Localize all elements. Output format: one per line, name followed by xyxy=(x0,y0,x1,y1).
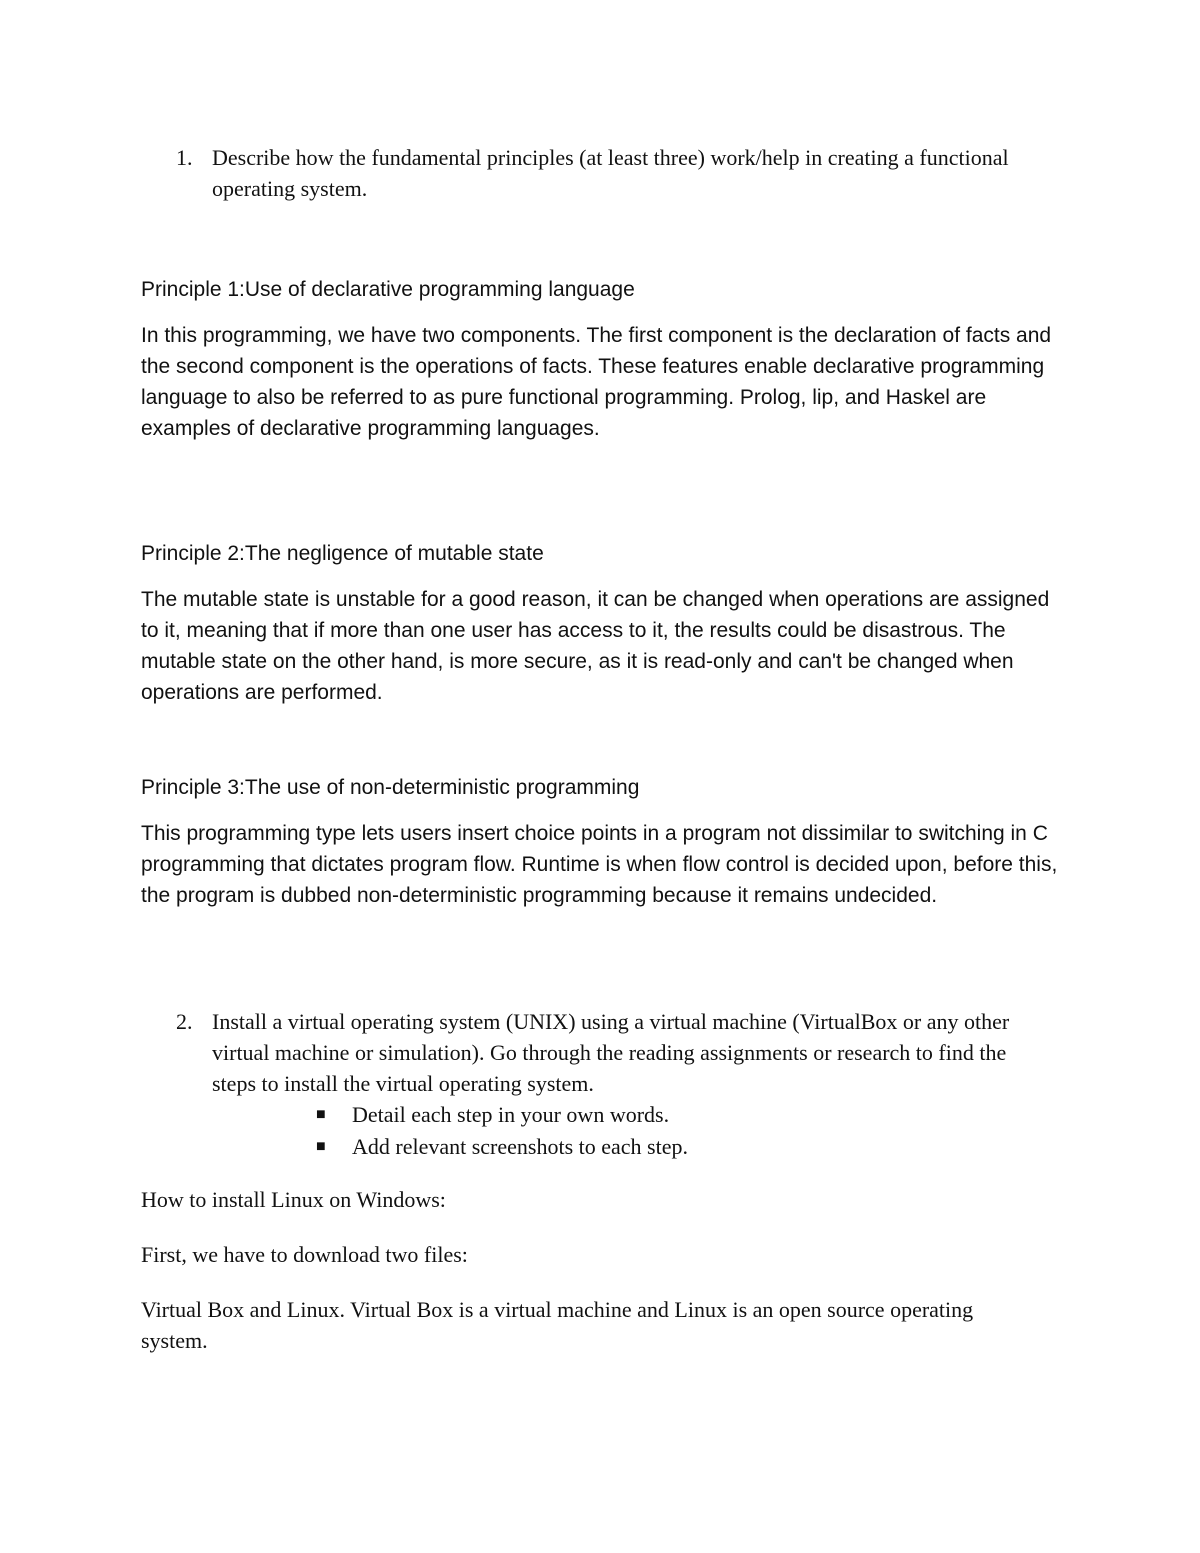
answer-2-line-1: How to install Linux on Windows: xyxy=(141,1187,446,1212)
square-bullet-icon: ■ xyxy=(316,1106,326,1123)
answer-2-line-2: First, we have to download two files: xyxy=(141,1242,468,1267)
bullet-text: Add relevant screenshots to each step. xyxy=(352,1134,688,1159)
principle-3-body: This programming type lets users insert choice points in a program not dissimilar to switching in C programming that dictates program flow. Runtime is when flow control is decided upon, before this, the program is dubbed non-deterministic programming because it remains undecided. xyxy=(141,822,1058,907)
question-2-text: Install a virtual operating system (UNIX) using a virtual machine (VirtualBox or any other virtual machine or simulation). Go through the reading assignments or research to find the steps to install the virtual operating system. xyxy=(212,1009,1010,1096)
principle-1-body: In this programming, we have two components. The first component is the declaration of facts and the second component is the operations of facts. These features enable declarative programming language to also be referred to as pure functional programming. Prolog, lip, and Haskel are examples of declarative programming languages. xyxy=(141,324,1052,440)
principle-2-body: The mutable state is unstable for a good reason, it can be changed when operations are assigned to it, meaning that if more than one user has access to it, the results could be disastrous. The mutable state on the other hand, is more secure, as it is read-only and can't be changed when operations are performed. xyxy=(141,588,1050,704)
square-bullet-icon: ■ xyxy=(316,1138,326,1155)
principle-3-heading: Principle 3:The use of non-deterministic programming xyxy=(141,776,640,799)
question-1-number: 1. xyxy=(176,145,193,170)
principle-1-heading: Principle 1:Use of declarative programming language xyxy=(141,278,635,301)
question-1-text: Describe how the fundamental principles (at least three) work/help in creating a functional operating system. xyxy=(212,145,1009,201)
bullet-text: Detail each step in your own words. xyxy=(352,1102,670,1127)
answer-2-line-3: Virtual Box and Linux. Virtual Box is a virtual machine and Linux is an open source operating system. xyxy=(141,1297,974,1353)
question-2-number: 2. xyxy=(176,1009,193,1034)
principle-2-heading: Principle 2:The negligence of mutable state xyxy=(141,542,544,565)
